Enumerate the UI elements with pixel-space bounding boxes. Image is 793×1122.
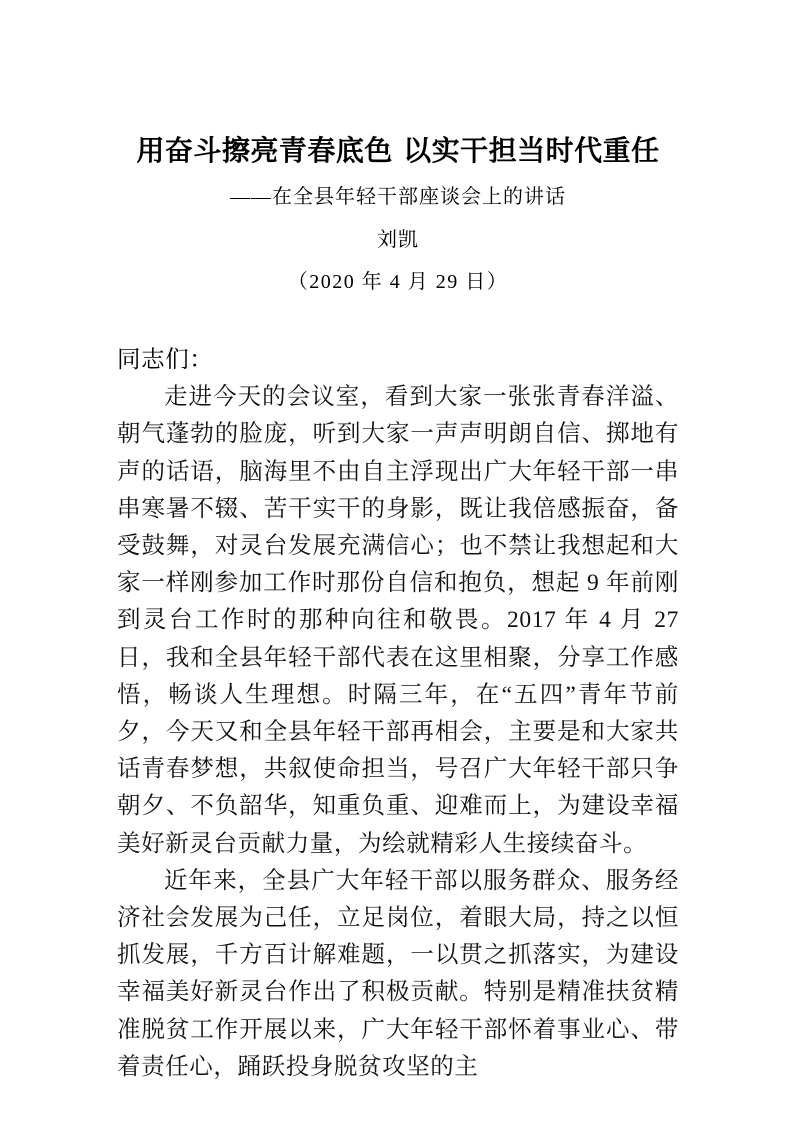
salutation: 同志们： — [117, 347, 214, 373]
document-subtitle: ——在全县年轻干部座谈会上的讲话 — [230, 186, 566, 208]
body-paragraph: 走进今天的会议室，看到大家一张张青春洋溢、朝气蓬勃的脸庞，听到大家一声声明朗自信、掷地有声的话语，脑海里不由自主浮现出广大年轻干部一串串寒暑不辍、苦干实干的身影，既让我倍感振奋，备受鼓舞，对灵台发展充满信心；也不禁让我想起和大家一样刚参加工作时那份自信和抱负，想起 9 年前刚到灵台工作时的那种向往和敬畏。2017 年 4 月 27 日，我和全县年轻干部代表在这里相聚，分享工作感悟，畅谈人生理想。时隔三年，在“五四”青年节前夕，今天又和全县年轻干部再相会，主要是和大家共话青春梦想，共叙使命担当，号召广大年轻干部只争朝夕、不负韶华，知重负重、迎难而上，为建设幸福美好新灵台贡献力量，为绘就精彩人生接续奋斗。 — [117, 384, 679, 857]
body-paragraph: 近年来，全县广大年轻干部以服务群众、服务经济社会发展为己任，立足岗位，着眼大局，持之以恒抓发展，千方百计解难题，一以贯之抓落实，为建设幸福美好新灵台作出了积极贡献。特别是精准扶贫精准脱贫工作开展以来，广大年轻干部怀着事业心、带着责任心，踊跃投身脱贫攻坚的主 — [117, 867, 679, 1080]
document-body — [117, 342, 679, 1086]
document-date: （2020 年 4 月 29 日） — [287, 271, 509, 293]
document-author: 刘凯 — [377, 229, 419, 251]
page-title: 用奋斗擦亮青春底色 以实干担当时代重任 — [136, 134, 660, 167]
